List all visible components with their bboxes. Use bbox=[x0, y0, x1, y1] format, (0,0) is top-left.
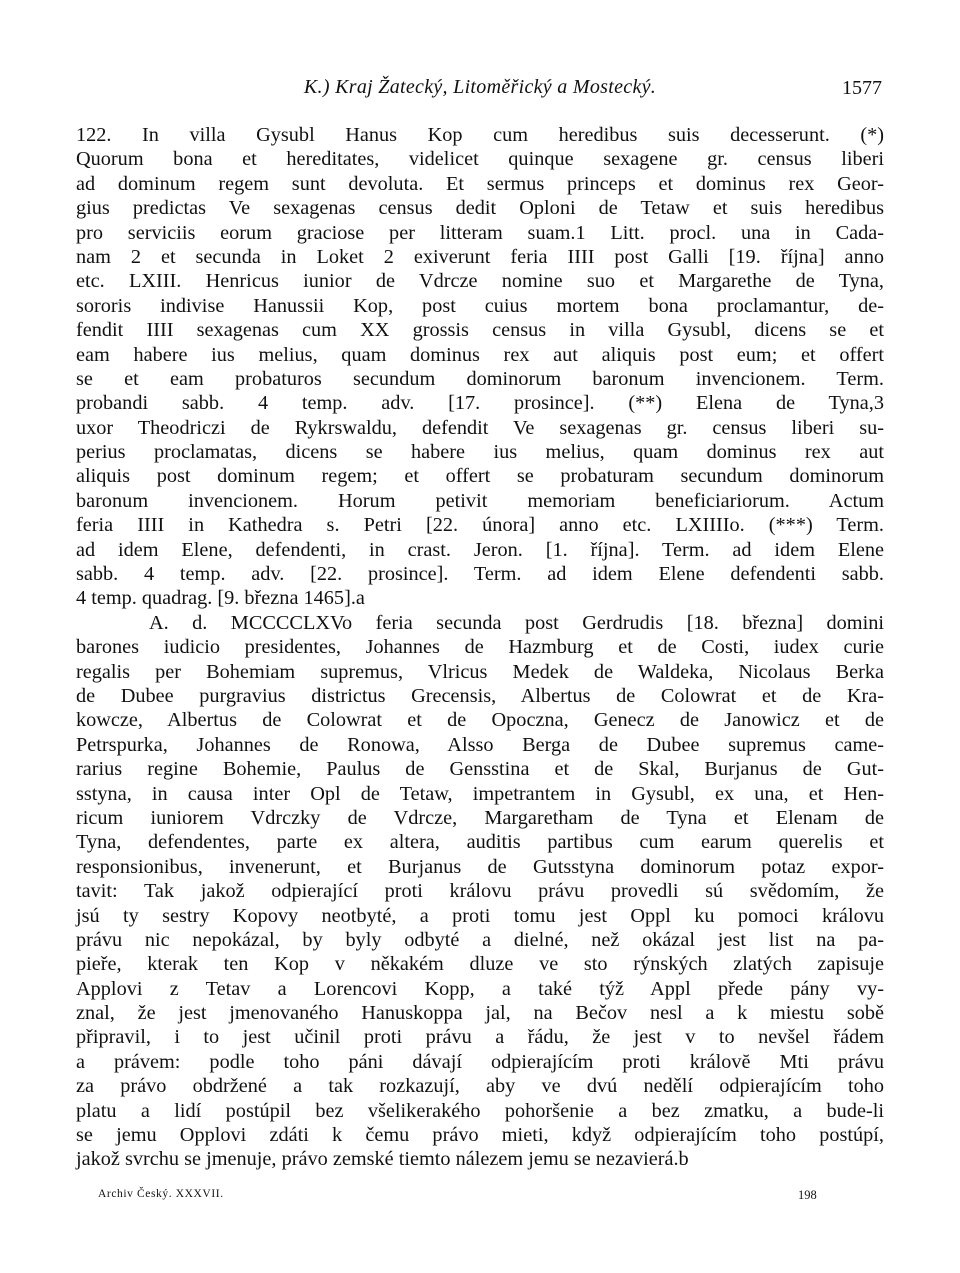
text-line: ad dominum regem sunt devoluta. Et sermus princeps et dominus rex Geor- bbox=[76, 172, 884, 195]
text-line: se jemu Opplovi zdáti k čemu právo mieti, když odpierajícím toho postúpí, bbox=[76, 1124, 884, 1147]
footer-source: Archiv Český. XXXVII. bbox=[98, 1188, 224, 1200]
page-number: 1577 bbox=[842, 77, 882, 99]
text-line: jakož svrchu se jmenuje, právo zemské tiemto nálezem jemu se nezavierá.b bbox=[76, 1148, 689, 1171]
text-line: probandi sabb. 4 temp. adv. [17. prosince]. (**) Elena de Tyna,3 bbox=[76, 392, 884, 415]
text-line: baronum invencionem. Horum petivit memoriam beneficiariorum. Actum bbox=[76, 489, 884, 512]
text-line: jsú ty sestry Kopovy neotbyté, a proti tomu jest Oppl ku pomoci královu bbox=[76, 904, 884, 927]
text-line: pro serviciis eorum graciose per litteram suam.1 Litt. procl. una in Cada- bbox=[76, 221, 884, 244]
text-line: de Dubee purgravius districtus Grecensis, Albertus de Colowrat et de Kra- bbox=[76, 684, 884, 707]
text-line: feria IIII in Kathedra s. Petri [22. února] anno etc. LXIIIIo. (***) Term. bbox=[76, 514, 884, 537]
text-line: A. d. MCCCCLXVo feria secunda post Gerdrudis [18. března] domini bbox=[149, 611, 884, 634]
text-line: 4 temp. quadrag. [9. března 1465].a bbox=[76, 587, 365, 610]
text-line: sabb. 4 temp. adv. [22. prosince]. Term. ad idem Elene defendenti sabb. bbox=[76, 563, 884, 586]
document-body bbox=[76, 123, 884, 1172]
text-line: pieře, kterak ten Kop v někakém dluze ve sto rýnských zlatých zapisuje bbox=[76, 953, 884, 976]
text-line: se et eam probaturos secundum dominorum baronum invencionem. Term. bbox=[76, 367, 884, 390]
text-line: barones iudicio presidentes, Johannes de Hazmburg et de Costi, iudex curie bbox=[76, 636, 884, 659]
text-line: platu a lidí postúpil bez všelikerakého pohoršenie a bez zmatku, a bude-li bbox=[76, 1099, 884, 1122]
text-line: eam habere ius melius, quam dominus rex aut aliquis post eum; et offert bbox=[76, 343, 884, 366]
text-line: etc. LXIII. Henricus iunior de Vdrcze nomine suo et Margarethe de Tyna, bbox=[76, 270, 884, 293]
running-title: K.) Kraj Žatecký, Litoměřický a Mostecký. bbox=[303, 76, 657, 98]
text-line: připravil, i to jest učinil proti právu a řádu, že jest v to nevšel řádem bbox=[76, 1026, 884, 1049]
text-line: responsionibus, invenerunt, et Burjanus de Gutsstyna dominorum potaz expor- bbox=[76, 855, 884, 878]
text-line: za právo obdržené a tak rozkazují, aby ve dvú nedělí odpierajícím toho bbox=[76, 1075, 884, 1098]
page-header bbox=[76, 76, 884, 106]
text-line: fendit IIII sexagenas cum XX grossis census in villa Gysubl, dicens se et bbox=[76, 319, 884, 342]
text-line: nam 2 et secunda in Loket 2 exiverunt feria IIII post Galli [19. října] anno bbox=[76, 245, 884, 268]
text-line: Quorum bona et hereditates, videlicet quinque sexagene gr. census liberi bbox=[76, 148, 884, 171]
text-line: regalis per Bohemiam supremus, Vlricus Medek de Waldeka, Nicolaus Berka bbox=[76, 660, 884, 683]
text-line: Petrspurka, Johannes de Ronowa, Alsso Berga de Dubee supremus came- bbox=[76, 733, 884, 756]
text-line: Applovi z Tetav a Lorencovi Kopp, a také týž Appl přede pány vy- bbox=[76, 977, 884, 1000]
text-line: ricum iuniorem Vdrczky de Vdrcze, Margaretham de Tyna et Elenam de bbox=[76, 806, 884, 829]
text-line: uxor Theodriczi de Rykrswaldu, defendit Ve sexagenas gr. census liberi su- bbox=[76, 416, 884, 439]
text-line: sstyna, in causa inter Opl de Tetaw, impetrantem in Gysubl, ex una, et Hen- bbox=[76, 782, 884, 805]
page-footer bbox=[76, 1188, 884, 1208]
text-line: ad idem Elene, defendenti, in crast. Jeron. [1. října]. Term. ad idem Elene bbox=[76, 538, 884, 561]
document-page bbox=[76, 76, 884, 1202]
text-line: aliquis post dominum regem; et offert se probaturam secundum dominorum bbox=[76, 465, 884, 488]
text-line: právu nic nepokázal, by byly odbyté a dielné, než okázal jest list na pa- bbox=[76, 928, 884, 951]
text-line: kowcze, Albertus de Colowrat et de Opoczna, Genecz de Janowicz et de bbox=[76, 709, 884, 732]
text-line: 122. In villa Gysubl Hanus Kop cum heredibus suis decesserunt. (*) bbox=[76, 124, 884, 146]
text-line: a právem: podle toho páni dávají odpierajícím proti královĕ Mti právu bbox=[76, 1050, 884, 1073]
footer-signature: 198 bbox=[798, 1188, 817, 1202]
text-line: perius proclamatas, dicens se habere ius melius, quam dominus rex aut bbox=[76, 441, 884, 464]
text-line: gius predictas Ve sexagenas census dedit Oploni de Tetaw et suis heredibus bbox=[76, 197, 884, 220]
text-line: sororis indivise Hanussii Kop, post cuius mortem bona proclamantur, de- bbox=[76, 294, 884, 317]
text-line: tavit: Tak jakož odpierající proti královu právu provedli sú svědomím, že bbox=[76, 880, 884, 903]
text-line: Tyna, defendentes, parte ex altera, auditis partibus cum earum querelis et bbox=[76, 831, 884, 854]
text-line: znal, že jest jmenovaného Hanuskoppa jal, na Bečov nesl a k miestu sobě bbox=[76, 1002, 884, 1025]
text-line: rarius regine Bohemie, Paulus de Gensstina et de Skal, Burjanus de Gut- bbox=[76, 758, 884, 781]
